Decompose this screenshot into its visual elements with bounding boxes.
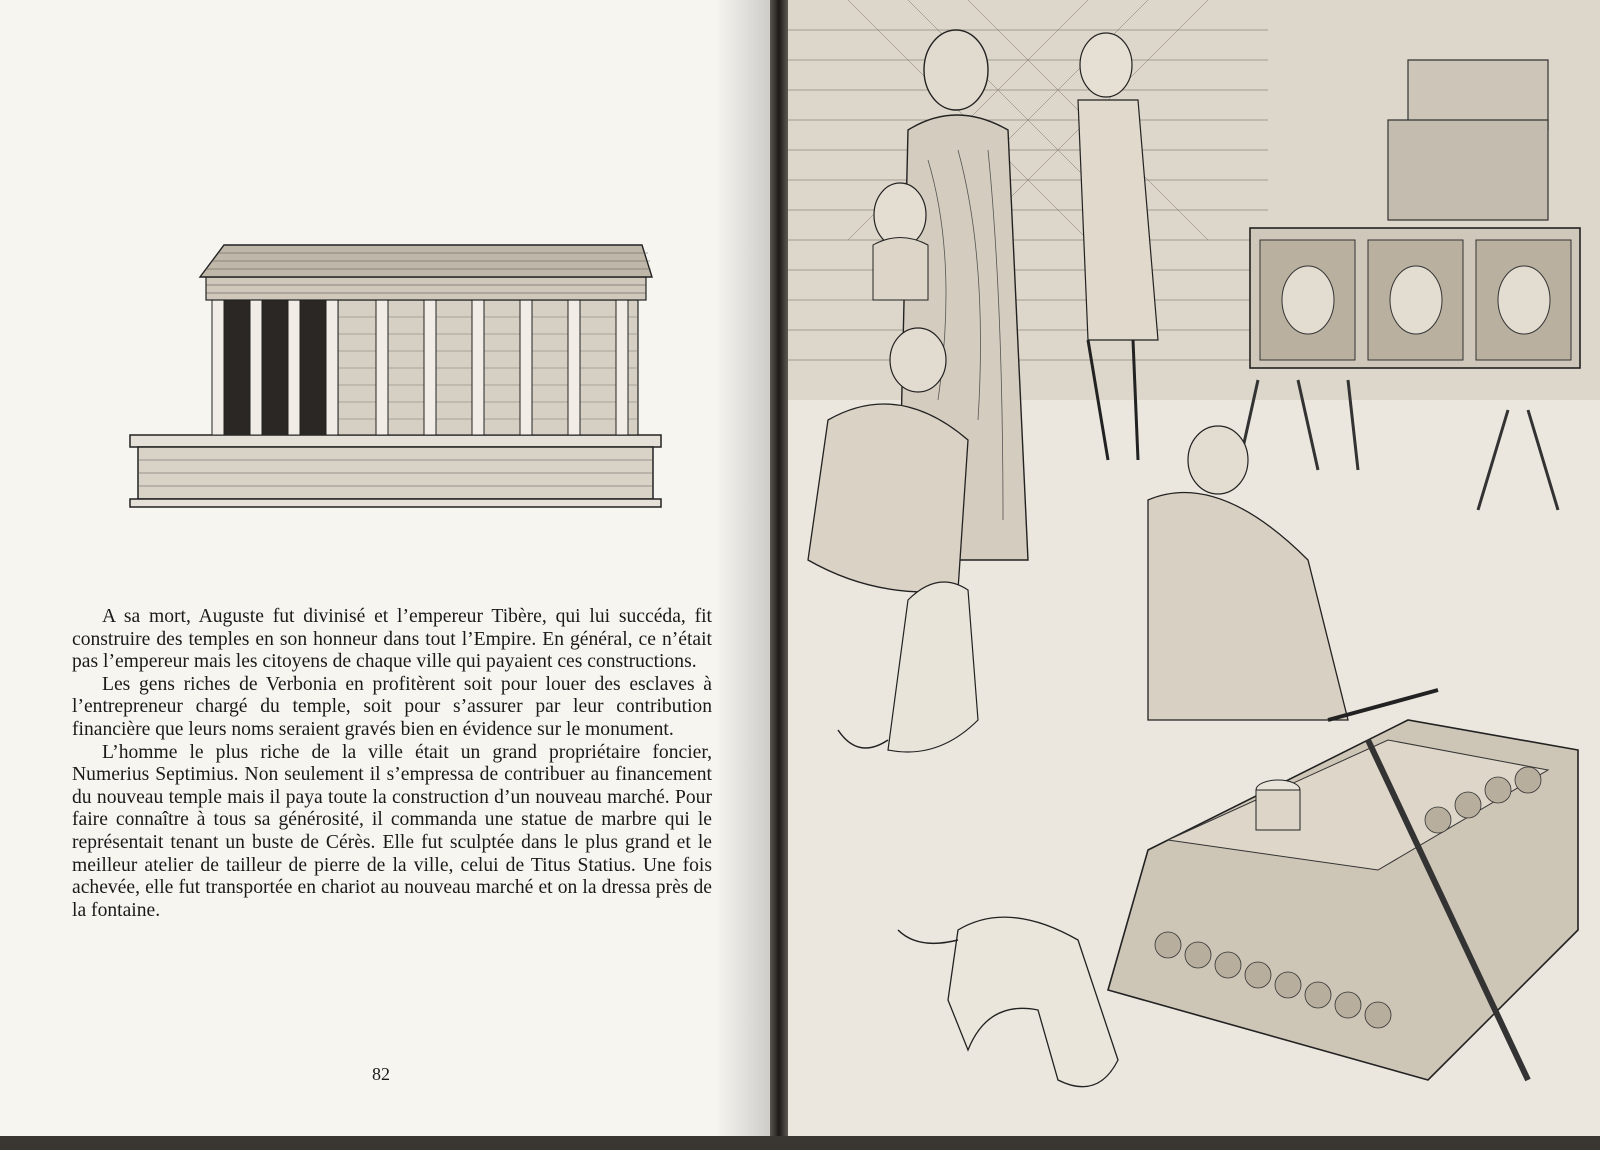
paragraph: Les gens riches de Verbonia en profitèrent soit pour louer des esclaves à l’entrepreneur chargé du temple, soit pour s’assurer par leur contribution financière que leurs noms seraient gravés bien en évidence sur le monument. (72, 673, 712, 740)
book-edge (0, 1136, 1600, 1150)
paragraph: L’homme le plus riche de la ville était un grand propriétaire foncier, Numerius Septimius. Non seulement il s’empressa de contribuer au financement du nouveau temple mais il paya toute la construction d’un nouveau marché. Pour faire connaître à tous sa générosité, il commanda une statue de marbre qui le représentait tenant un buste de Cérès. Elle fut sculptée dans le plus grand et le meilleur atelier de tailleur de pierre de la ville, celui de Titus Statius. Une fois achevée, elle fut transportée en chariot au nouveau marché et on la dressa près de la fontaine. (72, 741, 712, 921)
right-page (788, 0, 1600, 1150)
book-gutter (770, 0, 790, 1150)
temple-illustration (128, 225, 663, 520)
body-text (72, 606, 712, 922)
paragraph: A sa mort, Auguste fut divinisé et l’empereur Tibère, qui lui succéda, fit construire des temples en son honneur dans tout l’Empire. En général, ce n’était pas l’empereur mais les citoyens de chaque ville qui payaient ces constructions. (72, 606, 712, 673)
left-page (0, 0, 775, 1150)
workshop-illustration (788, 0, 1600, 1150)
page-number: 82 (372, 1064, 390, 1084)
